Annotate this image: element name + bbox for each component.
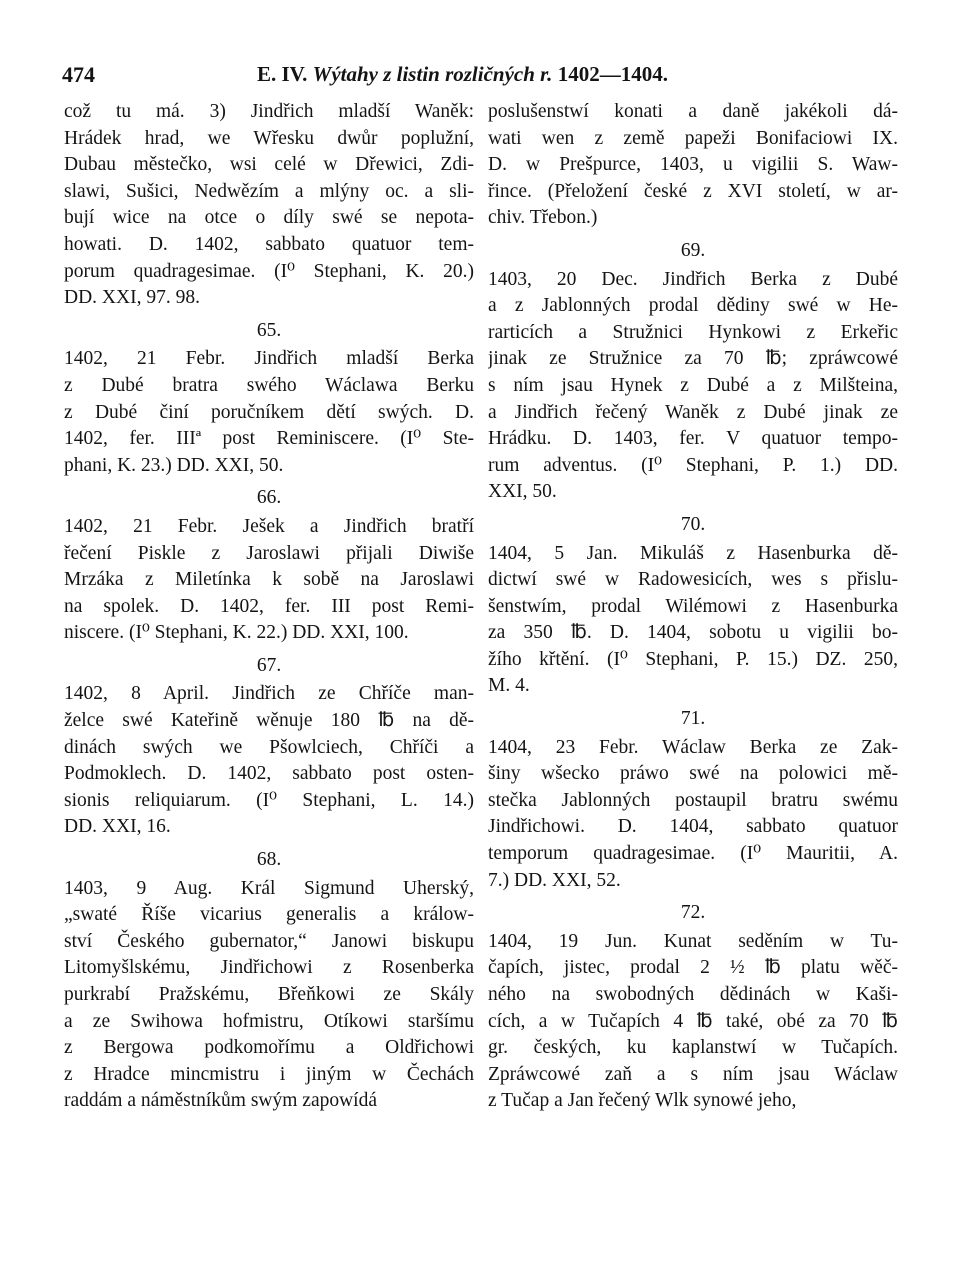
text-line: rum adventus. (I⁰ Stephani, P. 1.) DD. (488, 454, 898, 476)
title-text: Wýtahy z listin rozličných r. (312, 62, 553, 86)
text-line: M. 4. (488, 675, 530, 697)
text-line: chiv. Třebon.) (488, 207, 598, 229)
text-line: Mrzáka z Miletínka k sobě na Jaroslawi (64, 569, 474, 591)
text-line: slawi, Sušici, Nedwězím a mlýny oc. a sli- (64, 180, 474, 202)
text-line: Hrádek hrad, we Wřesku dwůr poplužní, (64, 127, 474, 149)
text-line: šiny wšecko práwo swé na polowici mě- (488, 763, 898, 785)
text-line: 1402, 21 Febr. Jindřich mladší Berka (64, 348, 474, 370)
text-line: čapích, jistec, prodal 2 ½ ℔ platu wěč- (488, 957, 898, 979)
page-header (62, 62, 902, 92)
text-line: XXI, 50. (488, 481, 557, 503)
text-line: dictwí swé w Radowesicích, wes s přislu- (488, 569, 898, 591)
text-line: jinak ze Stružnice za 70 ℔; zpráwcowé (488, 348, 898, 370)
entry-paragraph (64, 876, 474, 1115)
text-line: s ním jsau Hynek z Dubé a z Milšteina, (488, 374, 898, 396)
text-line: což tu má. 3) Jindřich mladší Waněk: (64, 101, 474, 122)
text-line: bují wice na otce o díly swé se nepota- (64, 207, 474, 229)
entry-number: 70. (680, 513, 706, 535)
text-line: dinách swých we Pšowlciech, Chříči a (64, 736, 474, 758)
text-line: z Dubé činí poručníkem dětí swých. D. (64, 401, 474, 423)
text-line: D. w Prešpurce, 1403, u vigilii S. Waw- (488, 154, 898, 176)
text-line: Dubau městečko, wsi celé w Dřewici, Zdi- (64, 154, 474, 176)
text-line: „swaté Říše vicarius generalis a králow- (64, 904, 474, 926)
entry-number: 66. (256, 487, 282, 509)
text-line: a Jindřich řečený Waněk z Dubé jinak ze (488, 401, 898, 423)
entry-paragraph (64, 99, 474, 312)
text-line: řečení Piskle z Jaroslawi přijali Diwiše (64, 542, 474, 564)
text-line: želce swé Kateřině wěnuje 180 ℔ na dě- (64, 710, 474, 732)
text-line: wati wen z země papeži Bonifaciowi IX. (488, 127, 898, 149)
text-line: DD. XXI, 97. 98. (64, 287, 200, 309)
text-line: howati. D. 1402, sabbato quatuor tem- (64, 233, 474, 255)
text-line: 1403, 9 Aug. Král Sigmund Uherský, (64, 877, 474, 899)
text-line: řince. (Přeložení české z XVI století, w ar- (488, 180, 898, 202)
text-line: niscere. (I⁰ Stephani, K. 22.) DD. XXI, 100. (64, 622, 409, 644)
text-line: gr. českých, ku kaplanstwí w Tučapích. (488, 1037, 898, 1059)
text-line: 1404, 23 Febr. Wáclaw Berka ze Zak- (488, 736, 898, 758)
text-line: Litomyšlskému, Jindřichowi z Rosenberka (64, 957, 474, 979)
text-line: cích, a w Tučapích 4 ℔ také, obé za 70 ℔ (488, 1010, 898, 1032)
text-line: purkrabí Pražskému, Břeňkowi ze Skály (64, 984, 474, 1005)
text-line: 1402, 8 April. Jindřich ze Chříče man- (64, 683, 474, 705)
text-line: stečka Jablonných postaupil bratru swému (488, 789, 898, 811)
text-line: ství Českého gubernator,“ Janowi biskupu (64, 930, 474, 952)
entry-number: 65. (256, 319, 282, 341)
text-line: 1404, 5 Jan. Mikuláš z Hasenburka dě- (488, 542, 898, 564)
entry-paragraph (488, 541, 898, 701)
right-column (488, 99, 898, 1115)
text-line: 1402, 21 Febr. Ješek a Jindřich bratří (64, 515, 474, 537)
page-number: 474 (62, 62, 95, 87)
entry-number: 71. (680, 708, 706, 730)
text-line: z Hradce mincmistru i jiným w Čechách (64, 1063, 474, 1085)
text-line: 1404, 19 Jun. Kunat seděním w Tu- (488, 930, 898, 952)
running-title (257, 62, 668, 87)
entry-number: 69. (680, 239, 706, 261)
entry-paragraph (64, 346, 474, 479)
text-line: a z Jablonných prodal dědiny swé w He- (488, 295, 898, 317)
text-line: z Tučap a Jan řečený Wlk synowé jeho, (488, 1090, 797, 1112)
entry-number: 68. (256, 849, 282, 871)
text-line: a ze Swihowa hofmistru, Otíkowi staršímu (64, 1010, 474, 1032)
text-line: z Dubé bratra swého Wáclawa Berku (64, 374, 474, 396)
text-line: sionis reliquiarum. (I⁰ Stephani, L. 14.) (64, 789, 474, 811)
left-column (64, 99, 474, 1115)
text-line: temporum quadragesimae. (I⁰ Mauritii, A. (488, 843, 898, 865)
entry-paragraph (64, 681, 474, 841)
title-years: 1402—1404. (557, 62, 668, 86)
text-line: šenstwím, prodal Wilémowi z Hasenburka (488, 595, 898, 617)
entry-paragraph (64, 514, 474, 647)
entry-paragraph (488, 929, 898, 1115)
section-label: E. IV. (257, 62, 308, 86)
text-line: 1403, 20 Dec. Jindřich Berka z Dubé (488, 268, 898, 290)
text-line: rarticích a Stružnici Hynkowi z Erkeřic (488, 321, 898, 343)
text-line: Podmoklech. D. 1402, sabbato post osten- (64, 763, 474, 785)
text-line: raddám a náměstníkům swým zapowídá (64, 1090, 377, 1112)
text-line: za 350 ℔. D. 1404, sobotu u vigilii bo- (488, 622, 898, 644)
text-line: 1402, fer. IIIª post Reminiscere. (I⁰ Ste- (64, 428, 474, 450)
text-line: Jindřichowi. D. 1404, sabbato quatuor (488, 816, 898, 838)
entry-paragraph (488, 99, 898, 232)
entry-paragraph (488, 735, 898, 895)
text-line: DD. XXI, 16. (64, 816, 171, 838)
text-line: Zpráwcowé zaň a s ním jsau Wáclaw (488, 1063, 898, 1085)
text-line: na spolek. D. 1402, fer. III post Remi- (64, 595, 474, 617)
text-line: poslušenstwí konati a daně jakékoli dá- (488, 101, 898, 122)
entry-number: 72. (680, 902, 706, 924)
text-line: Hrádku. D. 1403, fer. V quatuor tempo- (488, 428, 898, 450)
text-line: z Bergowa podkomořímu a Oldřichowi (64, 1037, 474, 1059)
text-line: phani, K. 23.) DD. XXI, 50. (64, 454, 284, 476)
entry-paragraph (488, 267, 898, 506)
entry-number: 67. (256, 654, 282, 676)
text-line: žího křtění. (I⁰ Stephani, P. 15.) DZ. 250, (488, 648, 898, 670)
text-line: 7.) DD. XXI, 52. (488, 869, 621, 891)
text-line: porum quadragesimae. (I⁰ Stephani, K. 20.) (64, 260, 474, 282)
text-line: ného na swobodných dědinách w Kaši- (488, 984, 898, 1005)
